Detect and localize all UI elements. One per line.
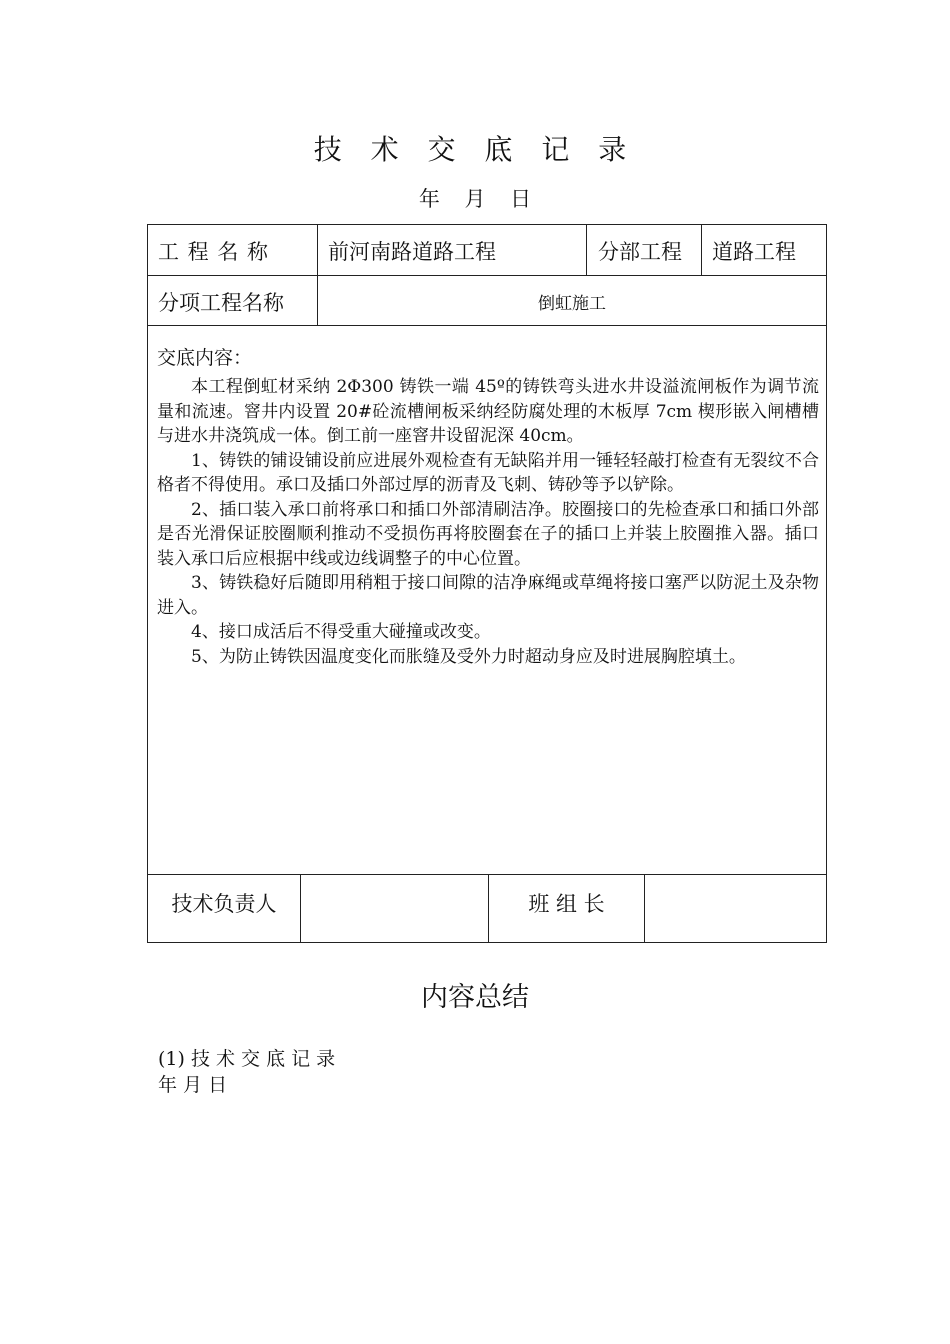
tech-lead-label: 技术负责人 (171, 892, 277, 916)
paragraph-intro: 本工程倒虹材采纳 2Φ300 铸铁一端 45º的铸铁弯头进水井设溢流闸板作为调节流量和流速。窨井内设置 20#砼流槽闸板采纳经防腐处理的木板厚 7cm 楔形嵌入闸槽槽与进水井浇筑成一体。倒工前一座窨井设留泥深 40cm。 (157, 377, 819, 446)
row-divider (148, 874, 826, 875)
document-title: 技 术 交 底 记 录 (313, 133, 637, 166)
column-divider (586, 225, 587, 275)
team-leader-label: 班 组 长 (528, 892, 605, 916)
summary-item-date: 年 月 日 (158, 1074, 228, 1096)
paragraph-5: 5、为防止铸铁因温度变化而胀缝及受外力时超动身应及时进展胸腔填土。 (191, 646, 746, 667)
summary-heading: 内容总结 (421, 982, 529, 1013)
paragraph-1: 1、铸铁的铺设铺设前应进展外观检查有无缺陷并用一锤轻轻敲打检查有无裂纹不合格者不得使用。承口及插口外部过厚的沥青及飞刺、铸砂等予以铲除。 (157, 450, 819, 495)
division-value: 道路工程 (712, 240, 796, 264)
column-divider (701, 225, 702, 275)
document-date: 年 月 日 (418, 187, 532, 211)
summary-item-title: (1) 技 术 交 底 记 录 (158, 1048, 336, 1070)
division-label: 分部工程 (598, 240, 682, 264)
disclosure-table (147, 224, 827, 943)
content-body (157, 375, 819, 669)
paragraph-3: 3、铸铁稳好后随即用稍粗于接口间隙的洁净麻绳或草绳将接口塞严以防泥土及杂物进入。 (157, 573, 819, 618)
column-divider (300, 874, 301, 942)
row-divider (148, 275, 826, 276)
paragraph-4: 4、接口成活后不得受重大碰撞或改变。 (191, 622, 491, 642)
paragraph-2: 2、插口装入承口前将承口和插口外部清刷洁净。胶圈接口的先检查承口和插口外部是否光滑保证胶圈顺利推动不受损伤再将胶圈套在子的插口上并装上胶圈推入器。插口装入承口后应根据中线或边线调整子的中心位置。 (157, 499, 819, 569)
content-label: 交底内容： (157, 347, 253, 369)
column-divider (644, 874, 645, 942)
project-name-value: 前河南路道路工程 (328, 240, 496, 264)
subitem-label: 分项工程名称 (158, 291, 284, 315)
project-name-label: 工 程 名 称 (158, 240, 270, 264)
subitem-value: 倒虹施工 (538, 294, 606, 314)
row-divider (148, 325, 826, 326)
